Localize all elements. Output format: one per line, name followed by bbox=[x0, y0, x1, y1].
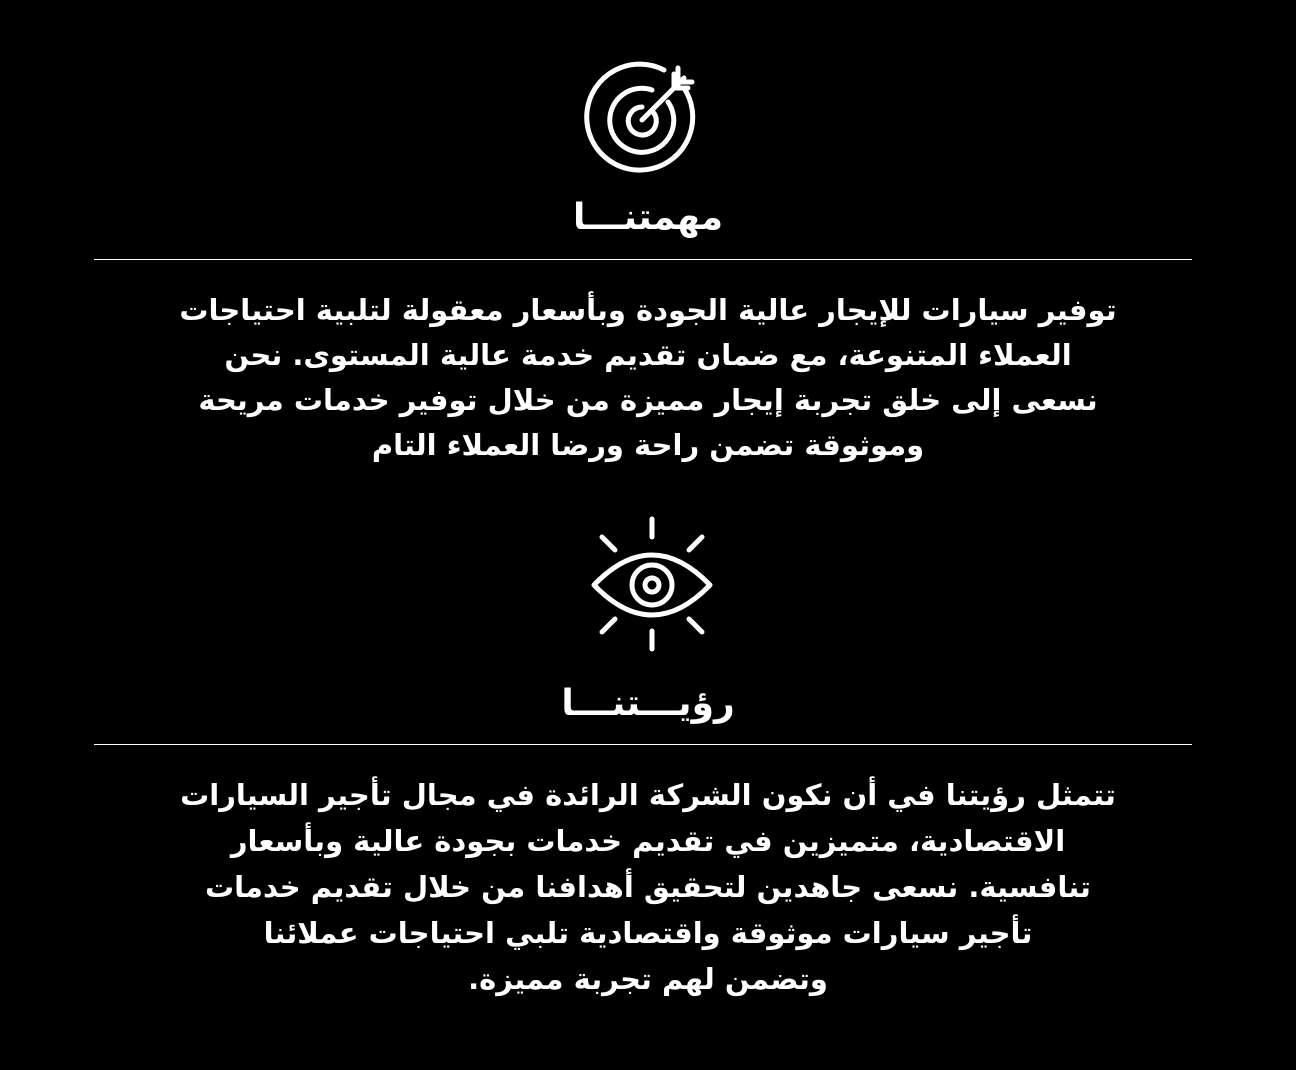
mission-line: توفير سيارات للإيجار عالية الجودة وبأسعار معقولة لتلبية احتياجات bbox=[179, 293, 1117, 327]
vision-paragraph bbox=[0, 772, 1296, 1002]
vision-line: وتضمن لهم تجربة مميزة. bbox=[468, 962, 828, 996]
mission-line: نسعى إلى خلق تجربة إيجار مميزة من خلال توفير خدمات مريحة bbox=[198, 383, 1098, 417]
vision-line: تتمثل رؤيتنا في أن نكون الشركة الرائدة في مجال تأجير السيارات bbox=[180, 778, 1116, 812]
vision-line: الاقتصادية، متميزين في تقديم خدمات بجودة عالية وبأسعار bbox=[230, 824, 1066, 858]
mission-divider bbox=[94, 259, 1192, 260]
vision-section bbox=[0, 510, 1296, 1070]
mission-line: العملاء المتنوعة، مع ضمان تقديم خدمة عالية المستوى. نحن bbox=[224, 338, 1072, 372]
mission-section bbox=[0, 0, 1296, 520]
mission-title: مهمتنـــا bbox=[572, 197, 723, 238]
vision-line: تنافسية. نسعى جاهدين لتحقيق أهدافنا من خلال تقديم خدمات bbox=[205, 870, 1091, 904]
mission-paragraph bbox=[0, 288, 1296, 468]
mission-line: وموثوقة تضمن راحة ورضا العملاء التام bbox=[371, 428, 925, 462]
vision-divider bbox=[94, 744, 1192, 745]
vision-title: رؤيـــتنـــا bbox=[561, 683, 735, 724]
vision-line: تأجير سيارات موثوقة واقتصادية تلبي احتياجات عملائنا bbox=[263, 916, 1033, 950]
target-arrow-icon bbox=[580, 58, 706, 174]
eye-icon bbox=[588, 515, 716, 653]
